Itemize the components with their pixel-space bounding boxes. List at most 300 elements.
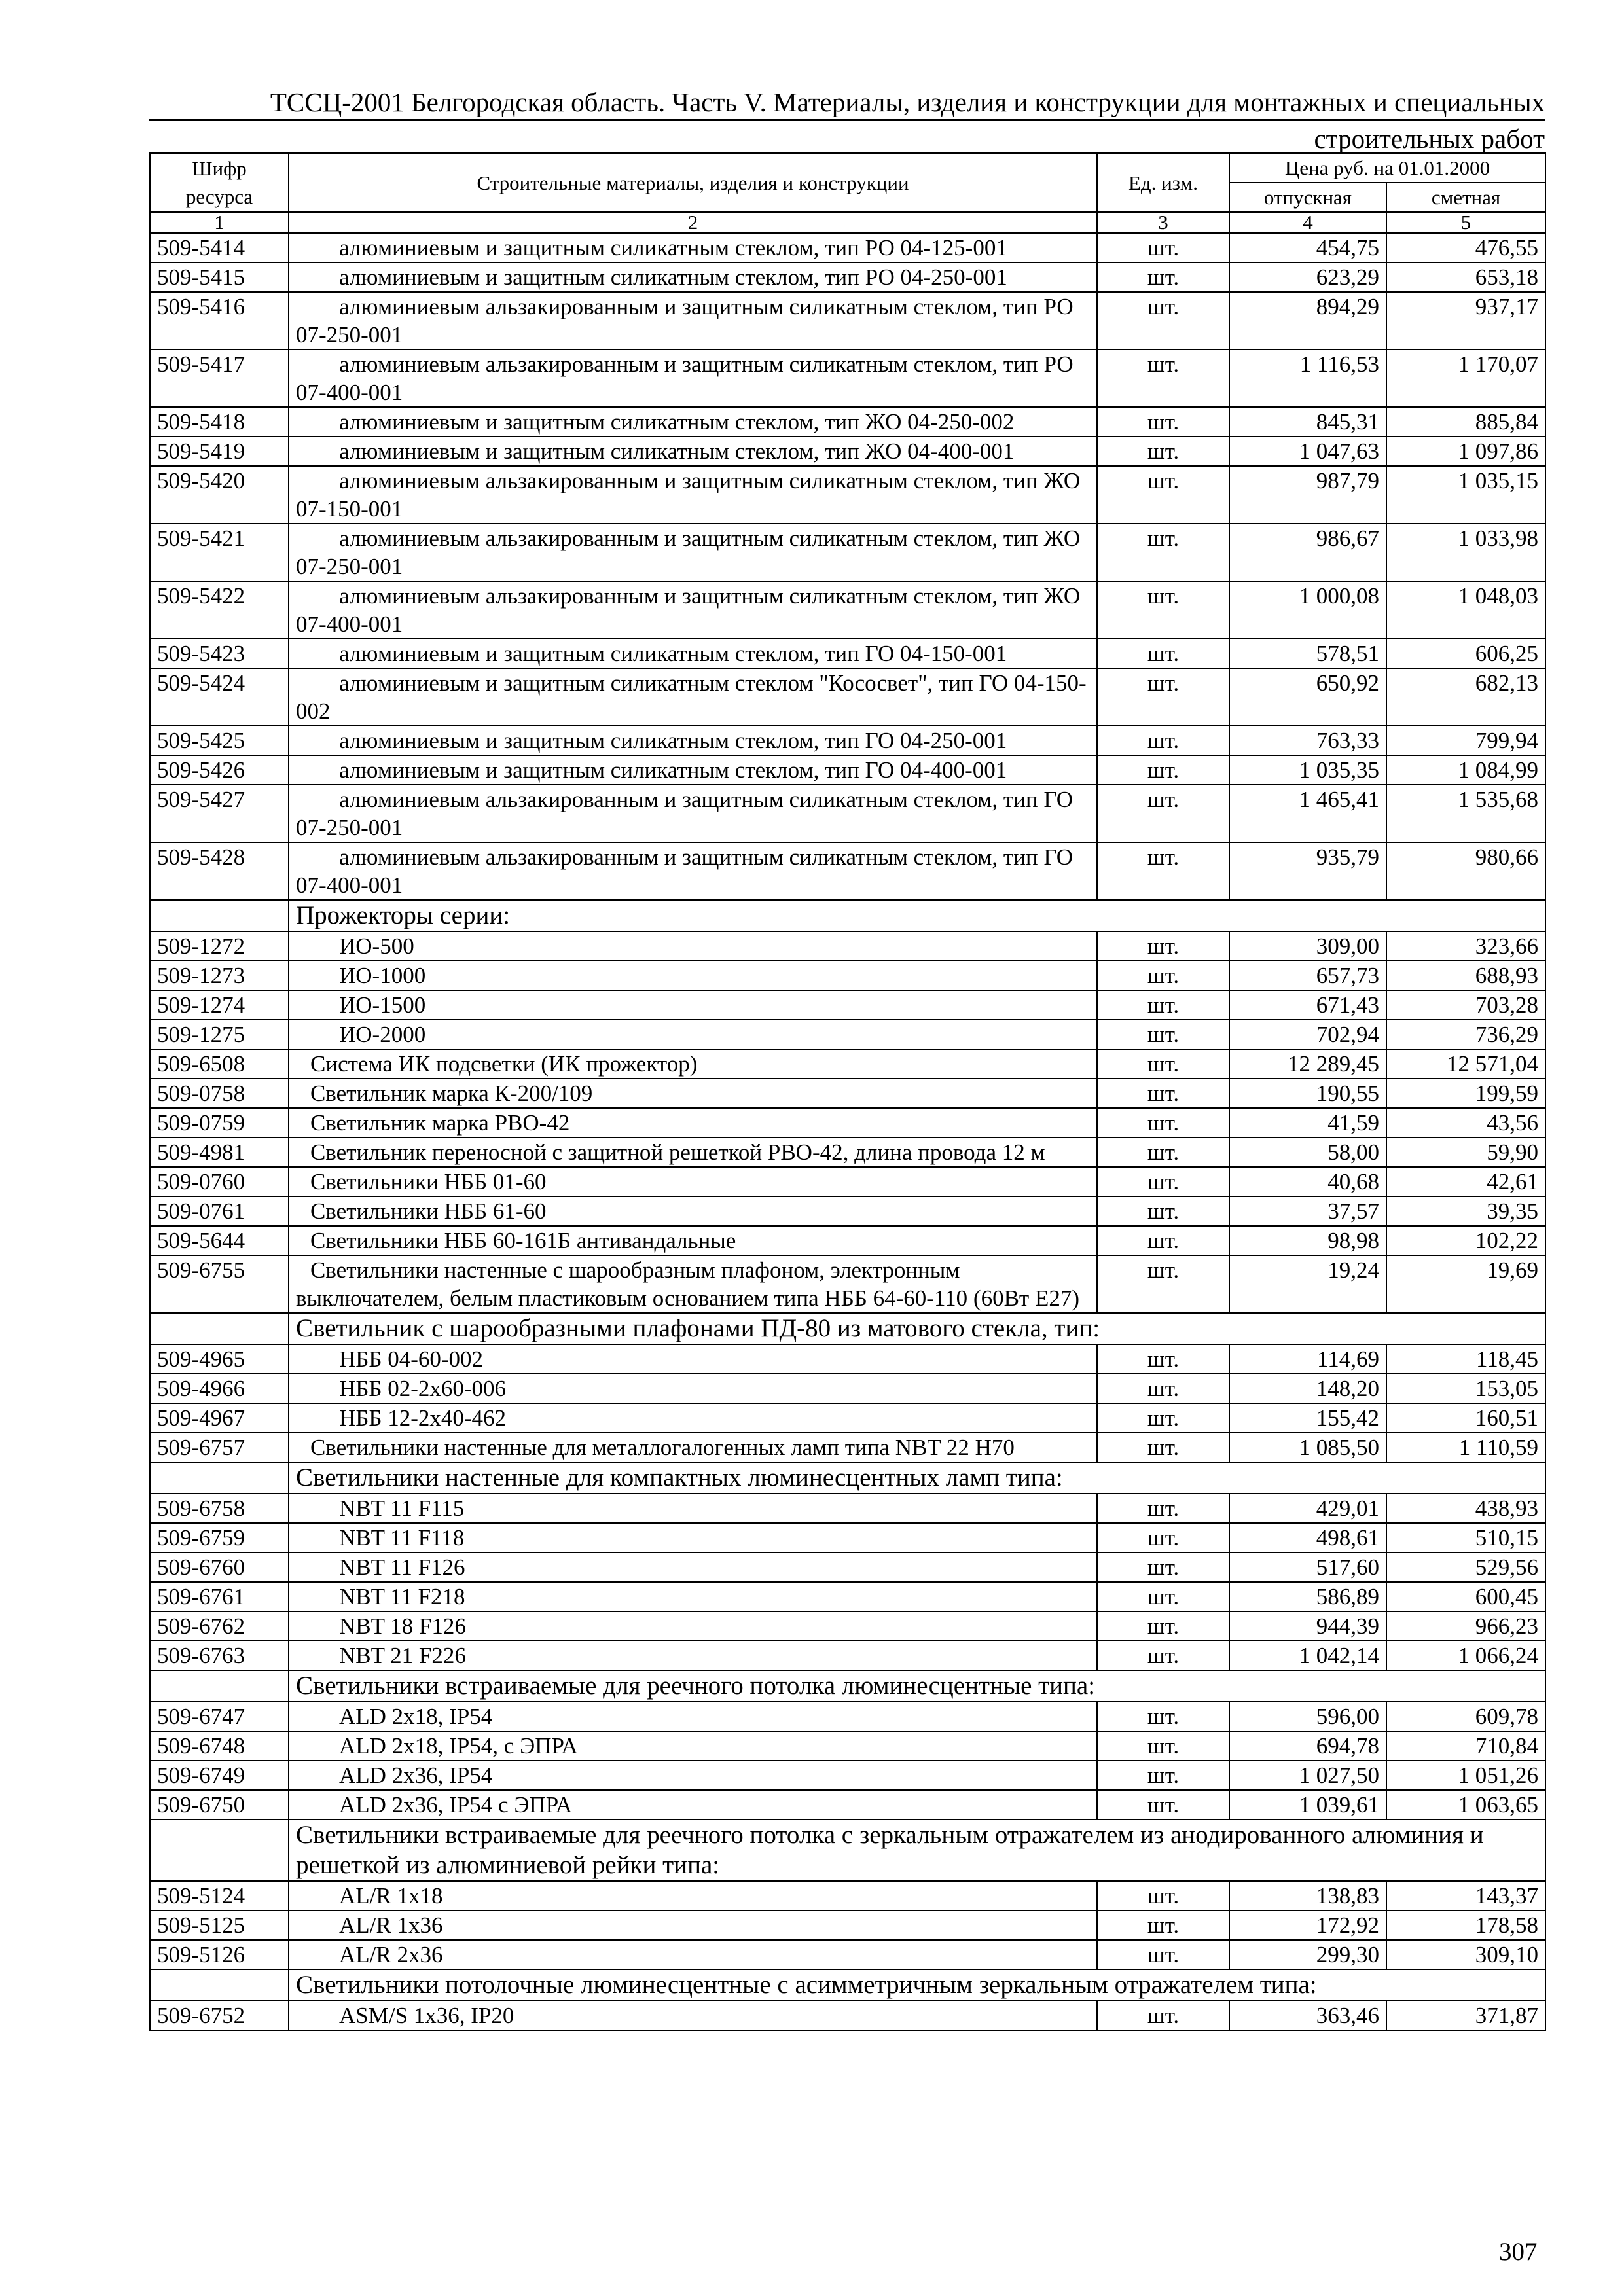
item-name: ИО-1500 (339, 992, 426, 1018)
item-name: NBT 11 F126 (339, 1554, 465, 1580)
resource-code: 509-6747 (150, 1702, 289, 1731)
resource-code: 509-6749 (150, 1761, 289, 1790)
item-name: алюминиевым альзакированным и защитным силикатным стеклом, тип ЖО 07-150-001 (296, 468, 1081, 522)
table-row (150, 1167, 1545, 1196)
item-name-cell (289, 1108, 1097, 1138)
resource-code: 509-6761 (150, 1582, 289, 1611)
column-number-row (150, 212, 1545, 233)
item-name-cell (289, 755, 1097, 785)
unit: шт. (1097, 668, 1229, 726)
resource-code: 509-5422 (150, 581, 289, 639)
resource-code: 509-5417 (150, 350, 289, 407)
unit: шт. (1097, 990, 1229, 1020)
release-price: 58,00 (1229, 1138, 1386, 1167)
item-name-cell (289, 1582, 1097, 1611)
item-name: алюминиевым альзакированным и защитным силикатным стеклом, тип РО 07-250-001 (296, 294, 1074, 348)
item-name: ALD 2х36, IP54 (339, 1763, 493, 1788)
item-name-cell (289, 292, 1097, 350)
resource-code: 509-5420 (150, 466, 289, 524)
release-price: 935,79 (1229, 842, 1386, 900)
unit: шт. (1097, 1761, 1229, 1790)
item-name: НББ 04-60-002 (339, 1346, 484, 1372)
estimate-price: 19,69 (1386, 1255, 1545, 1313)
item-name: ASM/S 1х36, IP20 (339, 2003, 514, 2028)
release-price: 894,29 (1229, 292, 1386, 350)
unit: шт. (1097, 1881, 1229, 1910)
unit: шт. (1097, 1611, 1229, 1641)
col-name-header: Строительные материалы, изделия и конструкции (289, 153, 1097, 212)
item-name-cell (289, 668, 1097, 726)
table-row (150, 668, 1545, 726)
item-name-cell (289, 1403, 1097, 1433)
item-name-cell (289, 1167, 1097, 1196)
release-price: 41,59 (1229, 1108, 1386, 1138)
item-name-cell (289, 726, 1097, 755)
section-blank (150, 1462, 289, 1494)
col-release-price-header: отпускная (1229, 183, 1386, 212)
header-line-1: ТССЦ-2001 Белгородская область. Часть V. Материалы, изделия и конструкции для монтажных и специальных (270, 87, 1545, 117)
table-row (150, 1940, 1545, 1969)
unit: шт. (1097, 931, 1229, 961)
item-name-cell (289, 931, 1097, 961)
item-name-cell (289, 1731, 1097, 1761)
resource-code: 509-5124 (150, 1881, 289, 1910)
table-row (150, 350, 1545, 407)
item-name: алюминиевым альзакированным и защитным силикатным стеклом, тип РО 07-400-001 (296, 351, 1074, 405)
estimate-price: 1 063,65 (1386, 1790, 1545, 1820)
unit: шт. (1097, 407, 1229, 437)
estimate-price: 980,66 (1386, 842, 1545, 900)
item-name-cell (289, 1761, 1097, 1790)
page-number: 307 (1499, 2238, 1538, 2266)
unit: шт. (1097, 292, 1229, 350)
resource-code: 509-4965 (150, 1344, 289, 1374)
estimate-price: 153,05 (1386, 1374, 1545, 1403)
estimate-price: 1 033,98 (1386, 524, 1545, 581)
resource-code: 509-0758 (150, 1079, 289, 1108)
resource-code: 509-6760 (150, 1552, 289, 1582)
item-name: НББ 12-2х40-462 (339, 1405, 507, 1431)
estimate-price: 600,45 (1386, 1582, 1545, 1611)
item-name-cell (289, 437, 1097, 466)
release-price: 1 035,35 (1229, 755, 1386, 785)
item-name-cell (289, 1433, 1097, 1462)
estimate-price: 309,10 (1386, 1940, 1545, 1969)
resource-code: 509-5418 (150, 407, 289, 437)
unit: шт. (1097, 1196, 1229, 1226)
release-price: 1 042,14 (1229, 1641, 1386, 1670)
item-name-cell (289, 1494, 1097, 1523)
table-row (150, 1226, 1545, 1255)
item-name: алюминиевым альзакированным и защитным силикатным стеклом, тип ГО 07-400-001 (296, 844, 1074, 898)
resource-code: 509-5644 (150, 1226, 289, 1255)
item-name: NBT 21 F226 (339, 1643, 466, 1668)
table-row (150, 1881, 1545, 1910)
section-row (150, 1820, 1545, 1881)
resource-code: 509-5419 (150, 437, 289, 466)
resource-code: 509-4967 (150, 1403, 289, 1433)
resource-code: 509-6748 (150, 1731, 289, 1761)
section-row (150, 900, 1545, 931)
estimate-price: 1 535,68 (1386, 785, 1545, 842)
item-name-cell (289, 1020, 1097, 1049)
item-name: Светильник переносной с защитной решеткой РВО-42, длина провода 12 м (310, 1139, 1045, 1165)
unit: шт. (1097, 581, 1229, 639)
resource-code: 509-0759 (150, 1108, 289, 1138)
release-price: 596,00 (1229, 1702, 1386, 1731)
item-name: алюминиевым и защитным силикатным стеклом, тип ЖО 04-400-001 (339, 439, 1015, 464)
table-row (150, 524, 1545, 581)
item-name: ИО-2000 (339, 1022, 426, 1047)
item-name: Светильники настенные с шарообразным плафоном, электронным выключателем, белым пластиковым основанием типа НББ 64-60-110 (60Вт Е27) (296, 1257, 1079, 1311)
release-price: 987,79 (1229, 466, 1386, 524)
col-code-header: Шифр ресурса (150, 153, 289, 212)
unit: шт. (1097, 961, 1229, 990)
item-name: NBT 11 F115 (339, 1496, 465, 1521)
item-name-cell (289, 1079, 1097, 1108)
item-name-cell (289, 1702, 1097, 1731)
item-name: Светильники НББ 01-60 (310, 1169, 547, 1194)
item-name-cell (289, 990, 1097, 1020)
item-name: AL/R 1х18 (339, 1883, 443, 1909)
table-row (150, 1108, 1545, 1138)
table-row (150, 961, 1545, 990)
table-row (150, 1138, 1545, 1167)
resource-code: 509-5126 (150, 1940, 289, 1969)
table-row (150, 990, 1545, 1020)
table-row (150, 726, 1545, 755)
release-price: 172,92 (1229, 1910, 1386, 1940)
item-name: Светильник марка К-200/109 (310, 1081, 593, 1106)
unit: шт. (1097, 1582, 1229, 1611)
release-price: 98,98 (1229, 1226, 1386, 1255)
item-name: NBT 11 F218 (339, 1584, 465, 1609)
estimate-price: 39,35 (1386, 1196, 1545, 1226)
unit: шт. (1097, 1344, 1229, 1374)
estimate-price: 653,18 (1386, 262, 1545, 292)
section-title: Светильники настенные для компактных люминесцентных ламп типа: (289, 1462, 1545, 1494)
resource-code: 509-0760 (150, 1167, 289, 1196)
section-row (150, 1313, 1545, 1344)
item-name: ALD 2х18, IP54 (339, 1704, 493, 1729)
item-name-cell (289, 466, 1097, 524)
release-price: 40,68 (1229, 1167, 1386, 1196)
resource-code: 509-6508 (150, 1049, 289, 1079)
item-name-cell (289, 1255, 1097, 1313)
table-row (150, 1494, 1545, 1523)
resource-code: 509-6752 (150, 2001, 289, 2030)
estimate-price: 178,58 (1386, 1910, 1545, 1940)
table-row (150, 407, 1545, 437)
release-price: 363,46 (1229, 2001, 1386, 2030)
unit: шт. (1097, 1523, 1229, 1552)
table-row (150, 1403, 1545, 1433)
release-price: 309,00 (1229, 931, 1386, 961)
estimate-price: 143,37 (1386, 1881, 1545, 1910)
estimate-price: 199,59 (1386, 1079, 1545, 1108)
item-name: алюминиевым и защитным силикатным стеклом, тип ЖО 04-250-002 (339, 409, 1015, 435)
estimate-price: 102,22 (1386, 1226, 1545, 1255)
unit: шт. (1097, 1138, 1229, 1167)
estimate-price: 43,56 (1386, 1108, 1545, 1138)
section-row (150, 1462, 1545, 1494)
col-number: 3 (1097, 212, 1229, 233)
table-row (150, 581, 1545, 639)
release-price: 19,24 (1229, 1255, 1386, 1313)
release-price: 37,57 (1229, 1196, 1386, 1226)
unit: шт. (1097, 1079, 1229, 1108)
unit: шт. (1097, 1790, 1229, 1820)
table-row (150, 1079, 1545, 1108)
release-price: 1 047,63 (1229, 437, 1386, 466)
table-row (150, 1702, 1545, 1731)
estimate-price: 323,66 (1386, 931, 1545, 961)
col-unit-header: Ед. изм. (1097, 153, 1229, 212)
unit: шт. (1097, 1049, 1229, 1079)
item-name: Светильники настенные для металлогалогенных ламп типа NBT 22 H70 (310, 1435, 1015, 1460)
estimate-price: 118,45 (1386, 1344, 1545, 1374)
resource-code: 509-5424 (150, 668, 289, 726)
section-title: Светильник с шарообразными плафонами ПД-80 из матового стекла, тип: (289, 1313, 1545, 1344)
table-row (150, 1641, 1545, 1670)
resource-code: 509-5415 (150, 262, 289, 292)
estimate-price: 59,90 (1386, 1138, 1545, 1167)
estimate-price: 609,78 (1386, 1702, 1545, 1731)
item-name-cell (289, 2001, 1097, 2030)
table-row (150, 1374, 1545, 1403)
resource-code: 509-6750 (150, 1790, 289, 1820)
release-price: 190,55 (1229, 1079, 1386, 1108)
table-row (150, 437, 1545, 466)
item-name: Система ИК подсветки (ИК прожектор) (310, 1051, 698, 1077)
item-name: ALD 2х18, IP54, с ЭПРА (339, 1733, 578, 1759)
item-name: Светильник марка РВО-42 (310, 1110, 570, 1136)
resource-code: 509-5426 (150, 755, 289, 785)
table-row (150, 1582, 1545, 1611)
section-row (150, 1969, 1545, 2001)
unit: шт. (1097, 1910, 1229, 1940)
resource-code: 509-6763 (150, 1641, 289, 1670)
item-name-cell (289, 1523, 1097, 1552)
release-price: 671,43 (1229, 990, 1386, 1020)
release-price: 1 000,08 (1229, 581, 1386, 639)
unit: шт. (1097, 639, 1229, 668)
resource-code: 509-5428 (150, 842, 289, 900)
item-name: Светильники НББ 61-60 (310, 1198, 547, 1224)
table-row (150, 1552, 1545, 1582)
estimate-price: 438,93 (1386, 1494, 1545, 1523)
table-row (150, 1196, 1545, 1226)
header-rule (149, 119, 1545, 121)
item-name-cell (289, 1226, 1097, 1255)
estimate-price: 1 048,03 (1386, 581, 1545, 639)
release-price: 517,60 (1229, 1552, 1386, 1582)
estimate-price: 1 051,26 (1386, 1761, 1545, 1790)
unit: шт. (1097, 466, 1229, 524)
release-price: 148,20 (1229, 1374, 1386, 1403)
unit: шт. (1097, 726, 1229, 755)
estimate-price: 476,55 (1386, 233, 1545, 262)
release-price: 586,89 (1229, 1582, 1386, 1611)
unit: шт. (1097, 1403, 1229, 1433)
estimate-price: 682,13 (1386, 668, 1545, 726)
item-name: алюминиевым и защитным силикатным стеклом "Кососвет", тип ГО 04-150-002 (296, 670, 1087, 724)
resource-code: 509-5416 (150, 292, 289, 350)
release-price: 845,31 (1229, 407, 1386, 437)
resource-code: 509-1274 (150, 990, 289, 1020)
estimate-price: 371,87 (1386, 2001, 1545, 2030)
table-row (150, 1523, 1545, 1552)
unit: шт. (1097, 1374, 1229, 1403)
item-name-cell (289, 961, 1097, 990)
table-row (150, 1910, 1545, 1940)
resource-code: 509-5425 (150, 726, 289, 755)
estimate-price: 799,94 (1386, 726, 1545, 755)
col-number: 4 (1229, 212, 1386, 233)
unit: шт. (1097, 785, 1229, 842)
resource-code: 509-4981 (150, 1138, 289, 1167)
resource-code: 509-6755 (150, 1255, 289, 1313)
release-price: 944,39 (1229, 1611, 1386, 1641)
item-name: алюминиевым и защитным силикатным стеклом, тип РО 04-125-001 (339, 235, 1007, 260)
unit: шт. (1097, 233, 1229, 262)
item-name: алюминиевым и защитным силикатным стеклом, тип ГО 04-250-001 (339, 728, 1007, 753)
table-row (150, 1611, 1545, 1641)
release-price: 114,69 (1229, 1344, 1386, 1374)
item-name: алюминиевым альзакированным и защитным силикатным стеклом, тип ГО 07-250-001 (296, 787, 1074, 840)
resource-code: 509-4966 (150, 1374, 289, 1403)
release-price: 498,61 (1229, 1523, 1386, 1552)
estimate-price: 510,15 (1386, 1523, 1545, 1552)
item-name: алюминиевым альзакированным и защитным силикатным стеклом, тип ЖО 07-250-001 (296, 526, 1081, 579)
estimate-price: 529,56 (1386, 1552, 1545, 1582)
release-price: 578,51 (1229, 639, 1386, 668)
estimate-price: 1 170,07 (1386, 350, 1545, 407)
section-title: Прожекторы серии: (289, 900, 1545, 931)
unit: шт. (1097, 1702, 1229, 1731)
estimate-price: 160,51 (1386, 1403, 1545, 1433)
resource-code: 509-5423 (150, 639, 289, 668)
table-row (150, 931, 1545, 961)
table-row (150, 292, 1545, 350)
item-name-cell (289, 1049, 1097, 1079)
unit: шт. (1097, 262, 1229, 292)
item-name-cell (289, 581, 1097, 639)
item-name: Светильники НББ 60-161Б антивандальные (310, 1228, 736, 1253)
item-name-cell (289, 1552, 1097, 1582)
release-price: 454,75 (1229, 233, 1386, 262)
release-price: 986,67 (1229, 524, 1386, 581)
table-row (150, 1255, 1545, 1313)
table-body (150, 233, 1545, 2030)
unit: шт. (1097, 755, 1229, 785)
item-name-cell (289, 407, 1097, 437)
section-blank (150, 1969, 289, 2001)
unit: шт. (1097, 1020, 1229, 1049)
estimate-price: 1 035,15 (1386, 466, 1545, 524)
item-name: AL/R 2х36 (339, 1942, 443, 1967)
release-price: 694,78 (1229, 1731, 1386, 1761)
release-price: 12 289,45 (1229, 1049, 1386, 1079)
estimate-price: 937,17 (1386, 292, 1545, 350)
item-name-cell (289, 1910, 1097, 1940)
unit: шт. (1097, 350, 1229, 407)
section-title: Светильники встраиваемые для реечного потолка люминесцентные типа: (289, 1670, 1545, 1702)
item-name-cell (289, 1940, 1097, 1969)
col-number: 1 (150, 212, 289, 233)
unit: шт. (1097, 1940, 1229, 1969)
table-row (150, 262, 1545, 292)
estimate-price: 885,84 (1386, 407, 1545, 437)
table-row (150, 1020, 1545, 1049)
release-price: 1 039,61 (1229, 1790, 1386, 1820)
table-row (150, 466, 1545, 524)
resource-code: 509-6759 (150, 1523, 289, 1552)
release-price: 155,42 (1229, 1403, 1386, 1433)
page-header (149, 84, 1545, 157)
release-price: 1 465,41 (1229, 785, 1386, 842)
unit: шт. (1097, 1433, 1229, 1462)
estimate-price: 42,61 (1386, 1167, 1545, 1196)
table-row (150, 639, 1545, 668)
release-price: 1 027,50 (1229, 1761, 1386, 1790)
header-line-2: строительных работ (1314, 124, 1545, 154)
section-blank (150, 1313, 289, 1344)
estimate-price: 12 571,04 (1386, 1049, 1545, 1079)
release-price: 299,30 (1229, 1940, 1386, 1969)
item-name-cell (289, 350, 1097, 407)
release-price: 429,01 (1229, 1494, 1386, 1523)
item-name: NBT 18 F126 (339, 1613, 466, 1639)
item-name: ИО-500 (339, 933, 414, 959)
section-blank (150, 1670, 289, 1702)
unit: шт. (1097, 1226, 1229, 1255)
section-title: Светильники потолочные люминесцентные с асимметричным зеркальным отражателем типа: (289, 1969, 1545, 2001)
item-name-cell (289, 1641, 1097, 1670)
unit: шт. (1097, 1167, 1229, 1196)
item-name-cell (289, 1611, 1097, 1641)
item-name-cell (289, 842, 1097, 900)
estimate-price: 703,28 (1386, 990, 1545, 1020)
price-table (149, 152, 1546, 2031)
section-row (150, 1670, 1545, 1702)
resource-code: 509-1273 (150, 961, 289, 990)
table-row (150, 233, 1545, 262)
resource-code: 509-0761 (150, 1196, 289, 1226)
col-estimate-price-header: сметная (1386, 183, 1545, 212)
release-price: 1 085,50 (1229, 1433, 1386, 1462)
unit: шт. (1097, 1108, 1229, 1138)
item-name-cell (289, 524, 1097, 581)
item-name-cell (289, 1881, 1097, 1910)
item-name: ИО-1000 (339, 963, 426, 988)
estimate-price: 1 066,24 (1386, 1641, 1545, 1670)
item-name: ALD 2х36, IP54 с ЭПРА (339, 1792, 572, 1818)
unit: шт. (1097, 524, 1229, 581)
table-row (150, 785, 1545, 842)
resource-code: 509-6758 (150, 1494, 289, 1523)
table-row (150, 1731, 1545, 1761)
table-header-row (150, 153, 1545, 183)
section-blank (150, 1820, 289, 1881)
item-name-cell (289, 1196, 1097, 1226)
item-name-cell (289, 639, 1097, 668)
item-name: NBT 11 F118 (339, 1525, 465, 1551)
resource-code: 509-5427 (150, 785, 289, 842)
release-price: 1 116,53 (1229, 350, 1386, 407)
release-price: 138,83 (1229, 1881, 1386, 1910)
unit: шт. (1097, 2001, 1229, 2030)
